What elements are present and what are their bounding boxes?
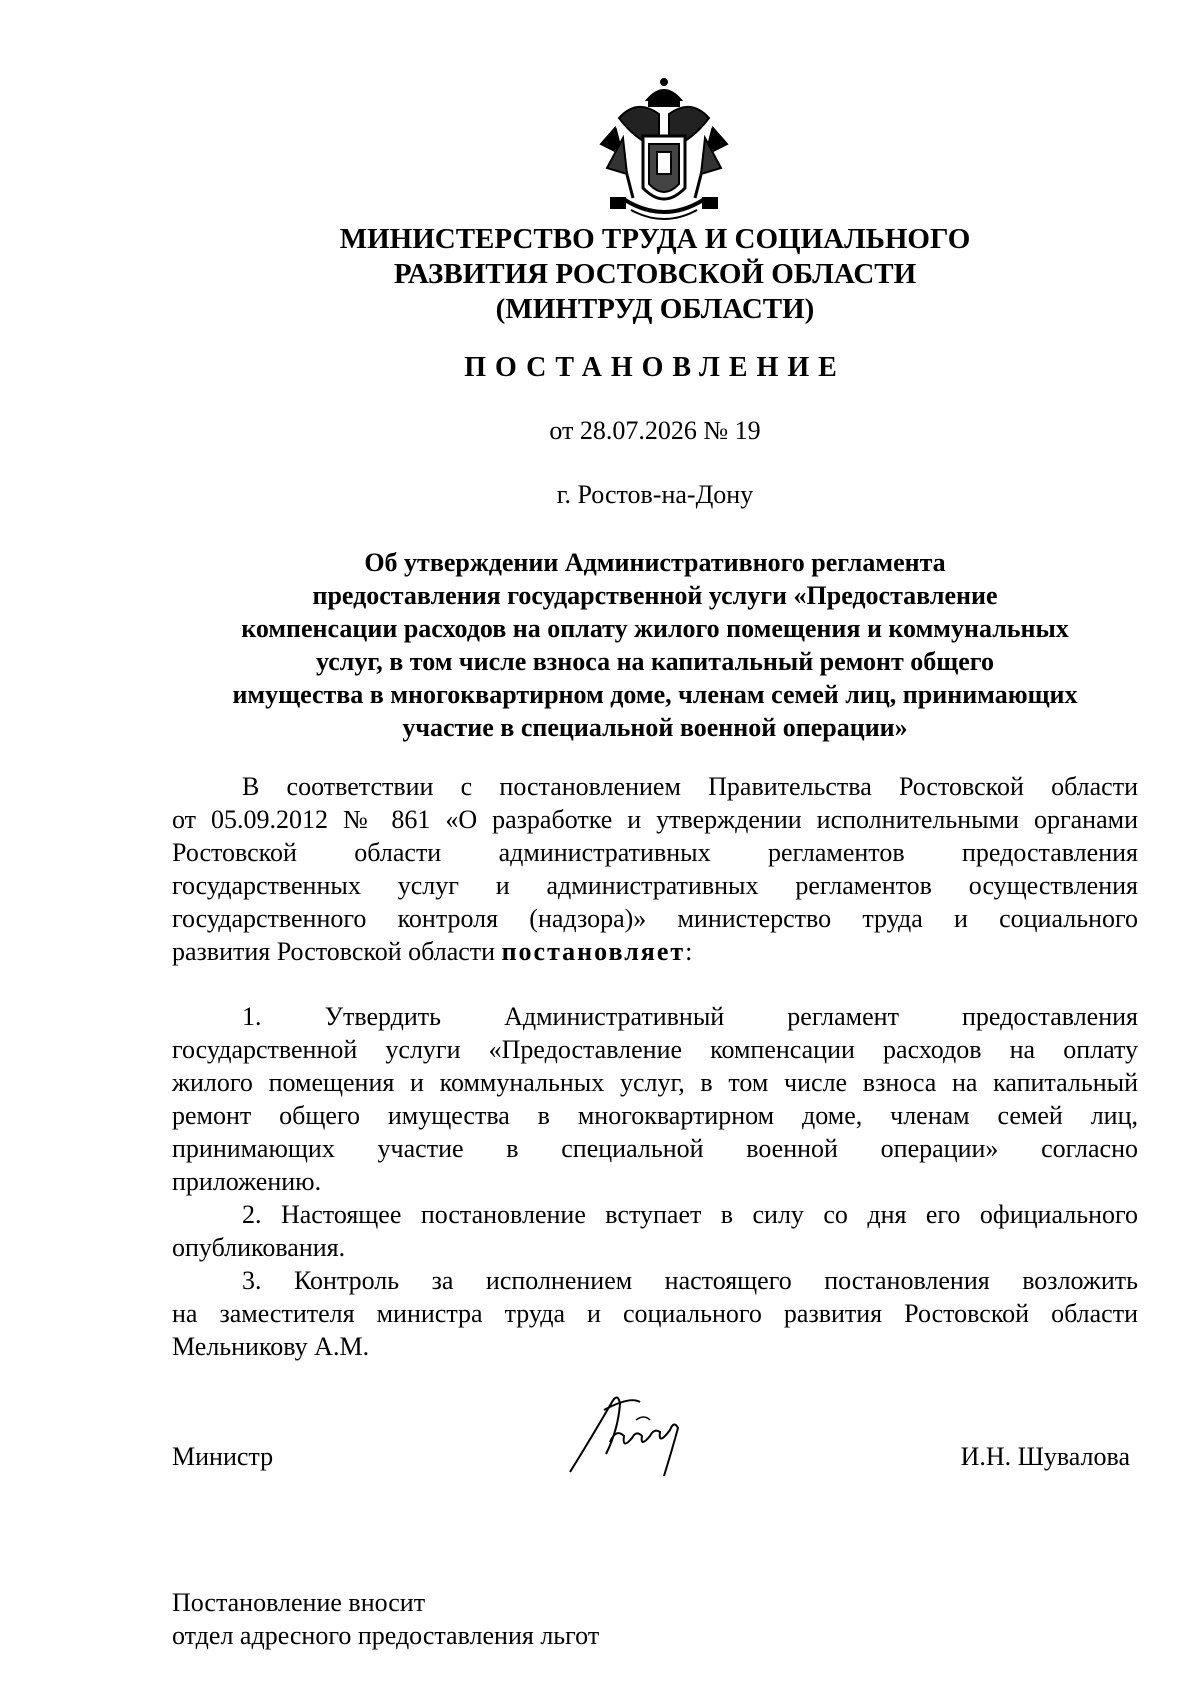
item-1-line: государственной услуги «Предоставление компенсации расходов на оплату bbox=[172, 1035, 1138, 1064]
ministry-short-name: (МИНТРУД ОБЛАСТИ) bbox=[495, 293, 815, 325]
document-date-number: от 28.07.2026 № 19 bbox=[549, 416, 761, 445]
item-3-line: на заместителя министра труда и социального развития Ростовской области bbox=[172, 1299, 1138, 1328]
submitted-by-note bbox=[172, 1586, 599, 1652]
footer-line: Постановление вносит bbox=[172, 1588, 426, 1617]
preamble-line: государственных услуг и административных регламентов осуществления bbox=[172, 871, 1138, 900]
preamble-text: развития Ростовской области bbox=[172, 937, 502, 966]
item-3-line: 3. Контроль за исполнением настоящего постановления возложить bbox=[242, 1266, 1138, 1295]
ministry-line: РАЗВИТИЯ РОСТОВСКОЙ ОБЛАСТИ bbox=[393, 258, 917, 290]
title-line: услуг, в том числе взноса на капитальный ремонт общего bbox=[316, 647, 994, 676]
preamble-line: от 05.09.2012 № 861 «О разработке и утверждении исполнительными органами bbox=[172, 805, 1138, 834]
item-3-last-line: Мельникову А.М. bbox=[172, 1332, 370, 1361]
item-1-last-line: приложению. bbox=[172, 1167, 322, 1196]
footer-line: отдел адресного предоставления льгот bbox=[172, 1621, 600, 1650]
document-city: г. Ростов-на-Дону bbox=[556, 480, 754, 509]
ministry-line: МИНИСТЕРСТВО ТРУДА И СОЦИАЛЬНОГО bbox=[339, 223, 971, 255]
preamble-line: Ростовской области административных регламентов предоставления bbox=[172, 838, 1138, 867]
resolves-word: постановляет bbox=[501, 937, 686, 966]
signer-name: И.Н. Шувалова bbox=[960, 1442, 1130, 1471]
preamble-paragraph bbox=[172, 770, 1138, 968]
ministry-header bbox=[220, 222, 1090, 327]
preamble-line: В соответствии с постановлением Правительства Ростовской области bbox=[242, 772, 1138, 801]
item-2-last-line: опубликования. bbox=[172, 1233, 346, 1262]
item-1-line: 1. Утвердить Административный регламент предоставления bbox=[242, 1002, 1138, 1031]
resolution-items bbox=[172, 1000, 1138, 1363]
title-line: компенсации расходов на оплату жилого помещения и коммунальных bbox=[241, 614, 1069, 643]
document-title bbox=[170, 546, 1140, 744]
preamble-last-line bbox=[172, 935, 1138, 968]
document-type: ПОСТАНОВЛЕНИЕ bbox=[464, 352, 846, 383]
preamble-colon: : bbox=[685, 937, 693, 966]
title-line: имущества в многоквартирном доме, членам семей лиц, принимающих bbox=[232, 680, 1078, 709]
title-line: участие в специальной военной операции» bbox=[402, 713, 908, 742]
coat-of-arms-icon bbox=[597, 78, 731, 228]
signer-role: Министр bbox=[172, 1442, 274, 1471]
title-line: предоставления государственной услуги «Предоставление bbox=[312, 581, 998, 610]
item-2-line: 2. Настоящее постановление вступает в силу со дня его официального bbox=[242, 1200, 1138, 1229]
signature-block bbox=[172, 1442, 1130, 1482]
title-line: Об утверждении Административного регламента bbox=[364, 548, 946, 577]
item-1-line: ремонт общего имущества в многоквартирном доме, членам семей лиц, bbox=[172, 1101, 1138, 1130]
item-1-line: принимающих участие в специальной военной операции» согласно bbox=[172, 1134, 1138, 1163]
preamble-line: государственного контроля (надзора)» министерство труда и социального bbox=[172, 904, 1138, 933]
item-1-line: жилого помещения и коммунальных услуг, в том числе взноса на капитальный bbox=[172, 1068, 1138, 1097]
